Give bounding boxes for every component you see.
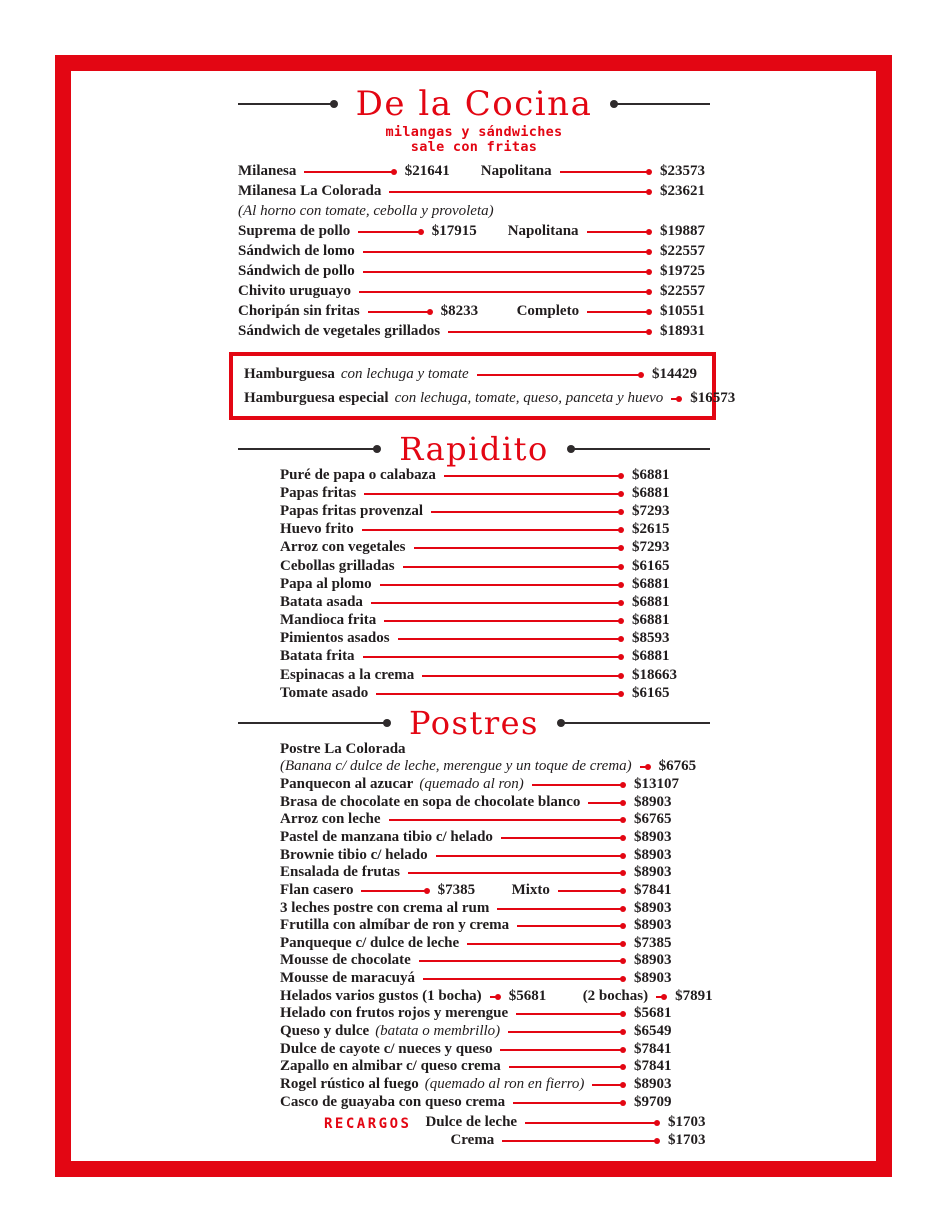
price-leader-line: [500, 1049, 624, 1051]
item-price: $1703: [668, 1131, 706, 1148]
item-description: (quemado al ron en fierro): [424, 1075, 585, 1092]
header-divider-left: [238, 722, 389, 724]
item-price: $6765: [634, 811, 672, 828]
price-leader-line: [588, 802, 624, 804]
item-price: $8903: [634, 864, 672, 881]
price-leader-line: [501, 837, 624, 839]
item-price: $7841: [634, 1058, 672, 1075]
item-name: Milanesa: [238, 163, 297, 180]
price-leader-line: [389, 191, 650, 193]
menu-item-row: [280, 630, 682, 648]
item-name: Casco de guayaba con queso crema: [280, 1093, 506, 1110]
item-name: Pimientos asados: [280, 630, 390, 647]
item-price: $8903: [634, 828, 672, 845]
divider-dot: [383, 719, 391, 727]
header-divider-right: [569, 448, 710, 450]
item-price: $8903: [634, 899, 672, 916]
price-leader-line: [558, 890, 624, 892]
item-price: $6881: [632, 612, 670, 629]
item-name: Zapallo en almibar c/ queso crema: [280, 1058, 501, 1075]
menu-item-row: [280, 917, 682, 935]
price-leader-line: [363, 656, 622, 658]
price-leader-line: [361, 890, 427, 892]
item-name: Hamburguesa: [244, 365, 335, 382]
menu-item-row: [280, 1040, 682, 1058]
item-description: (batata o membrillo): [375, 1023, 501, 1040]
item-variant-price: $7841: [634, 881, 672, 898]
price-leader-line: [513, 1102, 624, 1104]
menu-item-row: [280, 466, 682, 484]
item-name: Mousse de chocolate: [280, 952, 411, 969]
item-variant-label: Mixto: [511, 881, 550, 898]
menu-item-row: [280, 899, 682, 917]
item-variant-label: Napolitana: [507, 223, 579, 240]
menu-item-row: [280, 882, 682, 900]
item-name: Choripán sin fritas: [238, 302, 360, 319]
menu-item-row: [280, 829, 682, 847]
price-leader-line: [363, 271, 650, 273]
recargos-item-list: [425, 1114, 710, 1149]
menu-item-row: [280, 684, 682, 702]
menu-item-row: [238, 281, 710, 301]
menu-item-row: [238, 182, 710, 202]
item-name: Milanesa La Colorada: [238, 183, 382, 200]
item-price: $6765: [658, 758, 697, 775]
item-price: $9709: [634, 1093, 672, 1110]
item-price: $7841: [634, 1040, 672, 1057]
item-price: $5681: [508, 987, 547, 1004]
section-rapidito: [238, 466, 710, 702]
item-name: Arroz con vegetales: [280, 539, 406, 556]
recargos-label: RECARGOS: [324, 1115, 412, 1132]
item-price: $17915: [431, 223, 477, 240]
price-leader-line: [587, 311, 650, 313]
item-price: $5681: [634, 1005, 672, 1022]
item-price: $8903: [634, 793, 672, 810]
rapidito-item-list: [280, 466, 682, 702]
item-price: $6881: [632, 466, 670, 483]
item-name: Mousse de maracuyá: [280, 970, 415, 987]
item-description: (quemado al ron): [419, 776, 524, 793]
item-name: Rogel rústico al fuego: [280, 1075, 419, 1092]
price-leader-line: [587, 231, 650, 233]
menu-content: [238, 0, 736, 1149]
item-price: $8903: [634, 917, 672, 934]
price-leader-line: [364, 493, 622, 495]
item-price: $7385: [437, 881, 476, 898]
item-name: Crema: [450, 1131, 495, 1148]
menu-item-row: [280, 484, 682, 502]
menu-note-row: [238, 202, 710, 222]
item-price: $8593: [632, 630, 670, 647]
section-header-cocina: [238, 86, 710, 122]
item-name: Batata frita: [280, 648, 355, 665]
item-price: $22557: [660, 282, 705, 299]
price-leader-line: [516, 1013, 624, 1015]
price-leader-line: [640, 766, 649, 768]
section-title-postres: Postres: [409, 704, 539, 743]
page-title: De la Cocina: [355, 84, 593, 124]
menu-item-row: [238, 162, 710, 182]
menu-item-row: [280, 593, 682, 611]
price-leader-line: [436, 855, 624, 857]
item-name: Sándwich de pollo: [238, 262, 355, 279]
header-divider-left: [238, 448, 379, 450]
price-leader-line: [467, 943, 624, 945]
item-variant-price: $23573: [660, 163, 706, 180]
price-leader-line: [671, 398, 680, 400]
price-leader-line: [502, 1140, 658, 1142]
item-name: Arroz con leche: [280, 811, 381, 828]
item-note: (Al horno con tomate, cebolla y provoleta): [238, 203, 494, 220]
menu-item-row: [280, 1058, 682, 1076]
item-name: Papas fritas: [280, 484, 357, 501]
menu-item-row: [238, 222, 710, 242]
menu-item-row: [425, 1114, 710, 1132]
item-price: $7385: [634, 934, 672, 951]
price-leader-line: [444, 475, 622, 477]
menu-item-row: [280, 740, 682, 758]
item-name: Ensalada de frutas: [280, 864, 401, 881]
price-leader-line: [384, 620, 622, 622]
item-price: $6881: [632, 484, 670, 501]
header-divider-right: [612, 103, 710, 105]
item-price: $7293: [632, 502, 670, 519]
item-name: Sándwich de vegetales grillados: [238, 322, 441, 339]
price-leader-line: [414, 547, 622, 549]
price-leader-line: [656, 996, 665, 998]
item-variant-price: $19887: [660, 223, 706, 240]
item-price: $6881: [632, 575, 670, 592]
item-name: 3 leches postre con crema al rum: [280, 899, 490, 916]
menu-item-row: [244, 386, 736, 410]
item-price: $19725: [660, 262, 705, 279]
price-leader-line: [398, 638, 622, 640]
item-price: $16573: [690, 389, 736, 406]
price-leader-line: [362, 529, 622, 531]
menu-item-row: [244, 362, 702, 386]
item-name: Queso y dulce: [280, 1023, 370, 1040]
divider-dot: [330, 100, 338, 108]
item-name: Pastel de manzana tibio c/ helado: [280, 828, 493, 845]
price-leader-line: [509, 1066, 624, 1068]
hamburguesa-highlight-box: [229, 352, 736, 420]
item-name: Helados varios gustos (1 bocha): [280, 987, 482, 1004]
price-leader-line: [371, 602, 622, 604]
item-description: (Banana c/ dulce de leche, merengue y un toque de crema): [280, 758, 632, 775]
price-leader-line: [422, 675, 622, 677]
menu-item-row: [280, 793, 682, 811]
item-name: Espinacas a la crema: [280, 666, 415, 683]
subtitle-line-1: milangas y sándwiches: [385, 124, 563, 140]
item-price: $14429: [652, 365, 697, 382]
item-name: Helado con frutos rojos y merengue: [280, 1005, 509, 1022]
menu-item-row: [280, 1093, 682, 1111]
item-name: Batata asada: [280, 593, 363, 610]
item-price: $1703: [668, 1114, 706, 1131]
item-price: $22557: [660, 243, 705, 259]
menu-item-row: [238, 242, 710, 262]
item-name: Brownie tibio c/ helado: [280, 846, 428, 863]
price-leader-line: [403, 566, 622, 568]
menu-item-row: [450, 1131, 710, 1149]
price-leader-line: [363, 251, 650, 253]
menu-item-row: [280, 987, 713, 1005]
item-price: $18931: [660, 322, 705, 339]
item-price: $21641: [404, 163, 450, 180]
item-name: Dulce de cayote c/ nueces y queso: [280, 1040, 493, 1057]
header-divider-left: [238, 103, 336, 105]
price-leader-line: [497, 908, 624, 910]
item-price: $6549: [634, 1023, 672, 1040]
menu-item-row: [280, 1076, 682, 1094]
cocina-item-list: [238, 162, 710, 341]
divider-dot: [557, 719, 565, 727]
price-leader-line: [560, 171, 650, 173]
menu-item-row: [280, 970, 682, 988]
item-price: $8903: [634, 970, 672, 987]
item-variant-label: Napolitana: [480, 163, 552, 180]
menu-item-row: [280, 612, 682, 630]
divider-dot: [373, 445, 381, 453]
item-name: Panquecon al azucar: [280, 776, 414, 793]
menu-item-row: [280, 811, 682, 829]
divider-dot: [610, 100, 618, 108]
section-header-postres: [238, 704, 710, 743]
item-name: Frutilla con almíbar de ron y crema: [280, 917, 510, 934]
price-leader-line: [368, 311, 431, 313]
hamburguesa-item-list: [244, 362, 736, 410]
item-name: Panqueque c/ dulce de leche: [280, 934, 460, 951]
item-name: Huevo frito: [280, 521, 354, 538]
item-price: $8903: [634, 846, 672, 863]
item-name: Hamburguesa especial: [244, 389, 389, 406]
menu-item-row: [280, 935, 682, 953]
price-leader-line: [532, 784, 624, 786]
price-leader-line: [389, 819, 624, 821]
postres-item-list: [280, 740, 713, 1110]
item-variant-label: Completo: [516, 302, 580, 319]
item-name: Tomate asado: [280, 684, 369, 701]
price-leader-line: [376, 693, 622, 695]
item-name: Brasa de chocolate en sopa de chocolate blanco: [280, 793, 581, 810]
menu-item-row: [280, 846, 682, 864]
section-title-rapidito: Rapidito: [399, 430, 549, 469]
price-leader-line: [380, 584, 622, 586]
item-price: $8233: [440, 302, 479, 319]
item-price: $7293: [632, 539, 670, 556]
menu-item-row: [238, 261, 710, 281]
menu-item-row: [280, 776, 682, 794]
item-price: $23621: [660, 183, 705, 200]
menu-item-row: [280, 648, 682, 666]
header-divider-right: [559, 722, 710, 724]
menu-item-row: [280, 1023, 682, 1041]
item-price: $6881: [632, 648, 670, 665]
price-leader-line: [525, 1122, 658, 1124]
item-price: $6165: [632, 684, 670, 701]
divider-dot: [567, 445, 575, 453]
item-price: $6165: [632, 557, 670, 574]
price-leader-line: [490, 996, 499, 998]
item-price: $6881: [632, 593, 670, 610]
section-cocina: [238, 162, 710, 341]
item-name: Papa al plomo: [280, 575, 372, 592]
menu-item-row: [280, 521, 682, 539]
price-leader-line: [448, 331, 650, 333]
item-price: $13107: [634, 776, 679, 793]
menu-item-row: [238, 321, 710, 341]
menu-item-row: [280, 557, 682, 575]
price-leader-line: [408, 872, 624, 874]
item-price: $2615: [632, 521, 670, 538]
item-name: Puré de papa o calabaza: [280, 466, 436, 483]
menu-item-row: [280, 539, 682, 557]
item-name: Postre La Colorada: [280, 740, 406, 757]
menu-item-row: [280, 575, 682, 593]
item-price: $18663: [632, 666, 677, 683]
menu-subtitle: [238, 125, 710, 154]
item-name: Chivito uruguayo: [238, 282, 351, 299]
price-leader-line: [592, 1084, 624, 1086]
price-leader-line: [517, 925, 624, 927]
recargos-block: [324, 1114, 710, 1149]
item-name: Suprema de pollo: [238, 223, 351, 240]
price-leader-line: [359, 291, 650, 293]
price-leader-line: [477, 374, 642, 376]
menu-item-row: [280, 1005, 682, 1023]
subtitle-line-2: sale con fritas: [410, 138, 538, 155]
menu-item-row: [238, 301, 710, 321]
price-leader-line: [419, 960, 624, 962]
item-name: Papas fritas provenzal: [280, 502, 424, 519]
price-leader-line: [358, 231, 421, 233]
price-leader-line: [304, 171, 394, 173]
item-description: con lechuga, tomate, queso, panceta y huevo: [394, 389, 664, 406]
item-name: Flan casero: [280, 881, 354, 898]
section-header-rapidito: [238, 430, 710, 469]
item-description: con lechuga y tomate: [340, 365, 469, 382]
item-variant-price: $10551: [660, 302, 705, 319]
item-price: $8903: [634, 1075, 672, 1092]
item-price: $8903: [634, 952, 672, 969]
price-leader-line: [423, 978, 624, 980]
item-name: Dulce de leche: [425, 1114, 518, 1131]
menu-item-row: [280, 864, 682, 882]
item-name: Sándwich de lomo: [238, 243, 355, 259]
price-leader-line: [431, 511, 622, 513]
menu-item-row: [280, 758, 697, 776]
menu-item-row: [280, 502, 682, 520]
menu-item-row: [280, 666, 682, 684]
section-postres: [238, 740, 713, 1110]
menu-item-row: [280, 952, 682, 970]
item-variant-price: $7891: [675, 987, 713, 1004]
item-name: Cebollas grilladas: [280, 557, 395, 574]
price-leader-line: [508, 1031, 624, 1033]
item-name: Mandioca frita: [280, 612, 377, 629]
item-variant-label: (2 bochas): [582, 987, 649, 1004]
